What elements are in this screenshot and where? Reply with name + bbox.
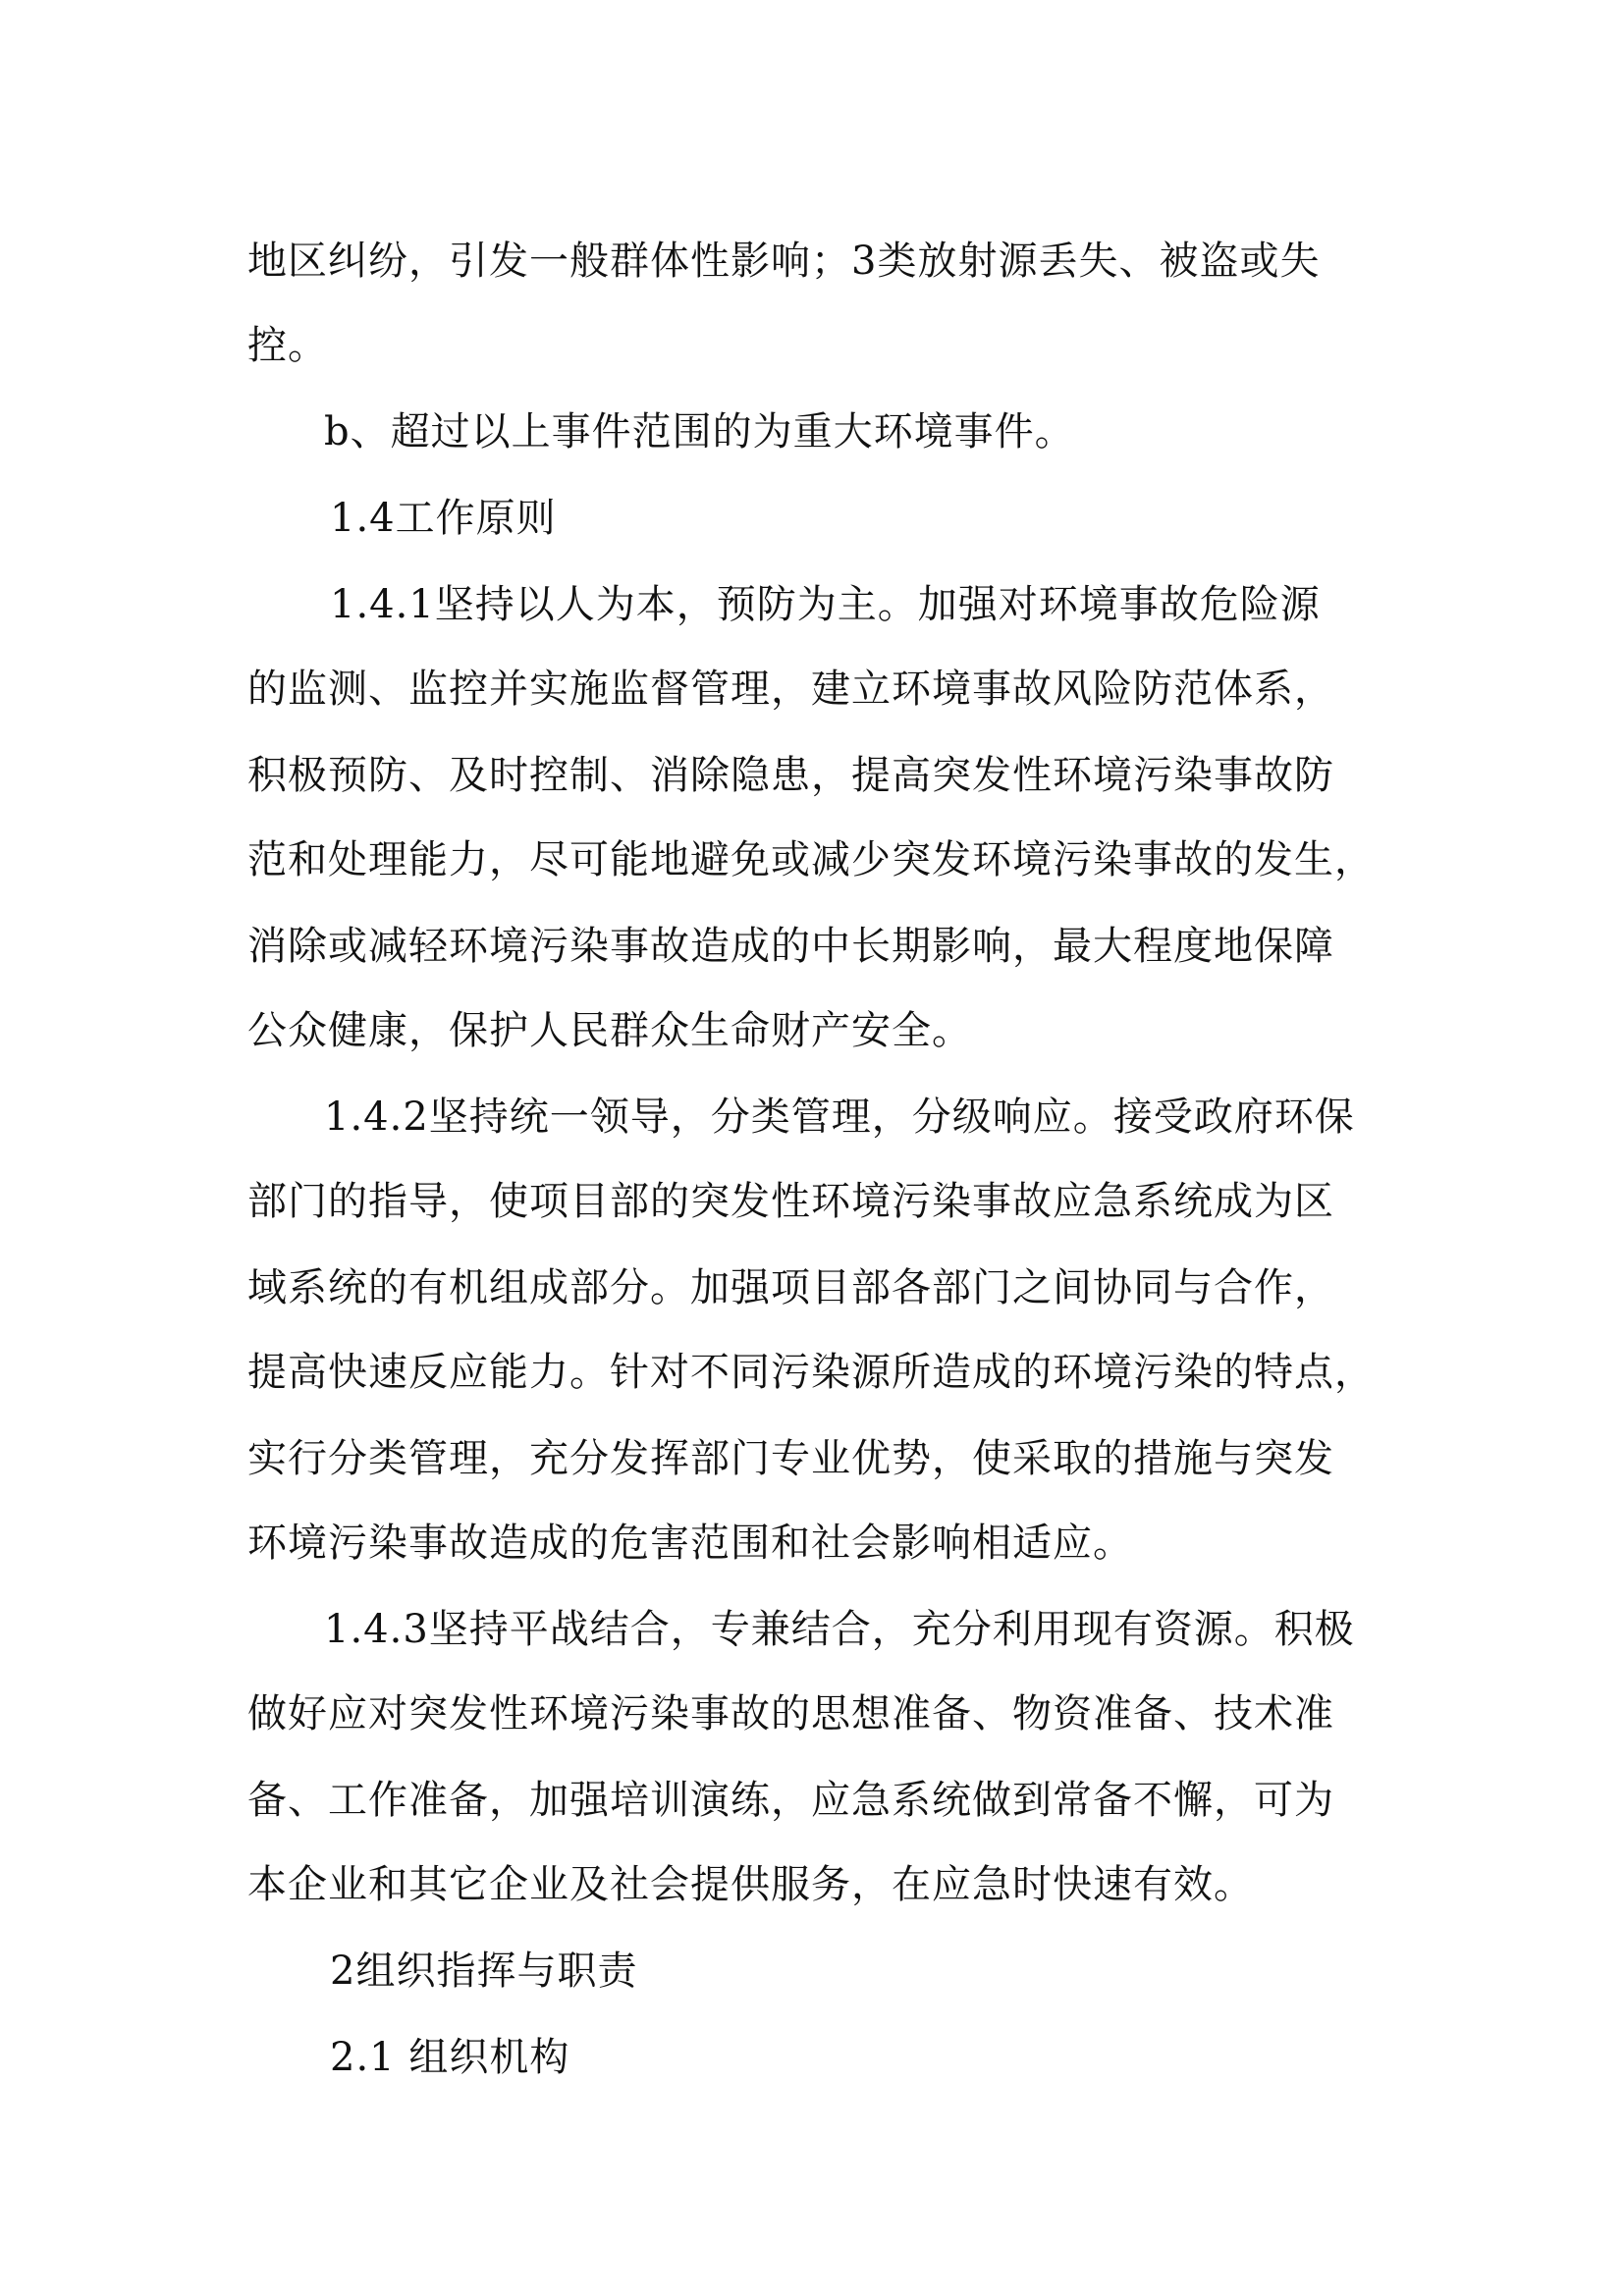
section-heading: 2.1 组织机构	[330, 2035, 570, 2080]
paragraph-line: 本企业和其它企业及社会提供服务，在应急时快速有效。	[247, 1862, 1254, 1907]
paragraph-line: 1.4.2坚持统一领导，分类管理，分级响应。接受政府环保	[324, 1095, 1355, 1140]
paragraph-line: 环境污染事故造成的危害范围和社会影响相适应。	[247, 1521, 1133, 1566]
paragraph-line: 控。	[247, 323, 328, 368]
section-heading: 1.4工作原则	[330, 496, 557, 541]
paragraph-line: 提高快速反应能力。针对不同污染源所造成的环境污染的特点，	[247, 1350, 1375, 1395]
paragraph-line: 备、工作准备，加强培训演练，应急系统做到常备不懈，可为	[247, 1778, 1334, 1823]
paragraph-line: 1.4.3坚持平战结合，专兼结合，充分利用现有资源。积极	[324, 1607, 1355, 1652]
paragraph-line: 的监测、监控并实施监督管理，建立环境事故风险防范体系，	[247, 667, 1334, 712]
paragraph-line: 积极预防、及时控制、消除隐患，提高突发性环境污染事故防	[247, 753, 1334, 798]
paragraph-line: 范和处理能力，尽可能地避免或减少突发环境污染事故的发生，	[247, 837, 1375, 882]
paragraph-line: 地区纠纷，引发一般群体性影响；3类放射源丢失、被盗或失	[247, 239, 1321, 284]
paragraph-line: 实行分类管理，充分发挥部门专业优势，使采取的措施与突发	[247, 1436, 1334, 1481]
paragraph-line: 部门的指导，使项目部的突发性环境污染事故应急系统成为区	[247, 1179, 1334, 1224]
paragraph-line: 1.4.1坚持以人为本，预防为主。加强对环境事故危险源	[330, 582, 1321, 627]
paragraph-line: 做好应对突发性环境污染事故的思想准备、物资准备、技术准	[247, 1691, 1334, 1736]
paragraph-line: 公众健康，保护人民群众生命财产安全。	[247, 1008, 972, 1053]
section-heading: 2组织指挥与职责	[330, 1949, 638, 1994]
paragraph-line: b、超过以上事件范围的为重大环境事件。	[324, 409, 1075, 454]
paragraph-line: 消除或减轻环境污染事故造成的中长期影响，最大程度地保障	[247, 924, 1334, 969]
paragraph-line: 域系统的有机组成部分。加强项目部各部门之间协同与合作，	[247, 1265, 1334, 1310]
